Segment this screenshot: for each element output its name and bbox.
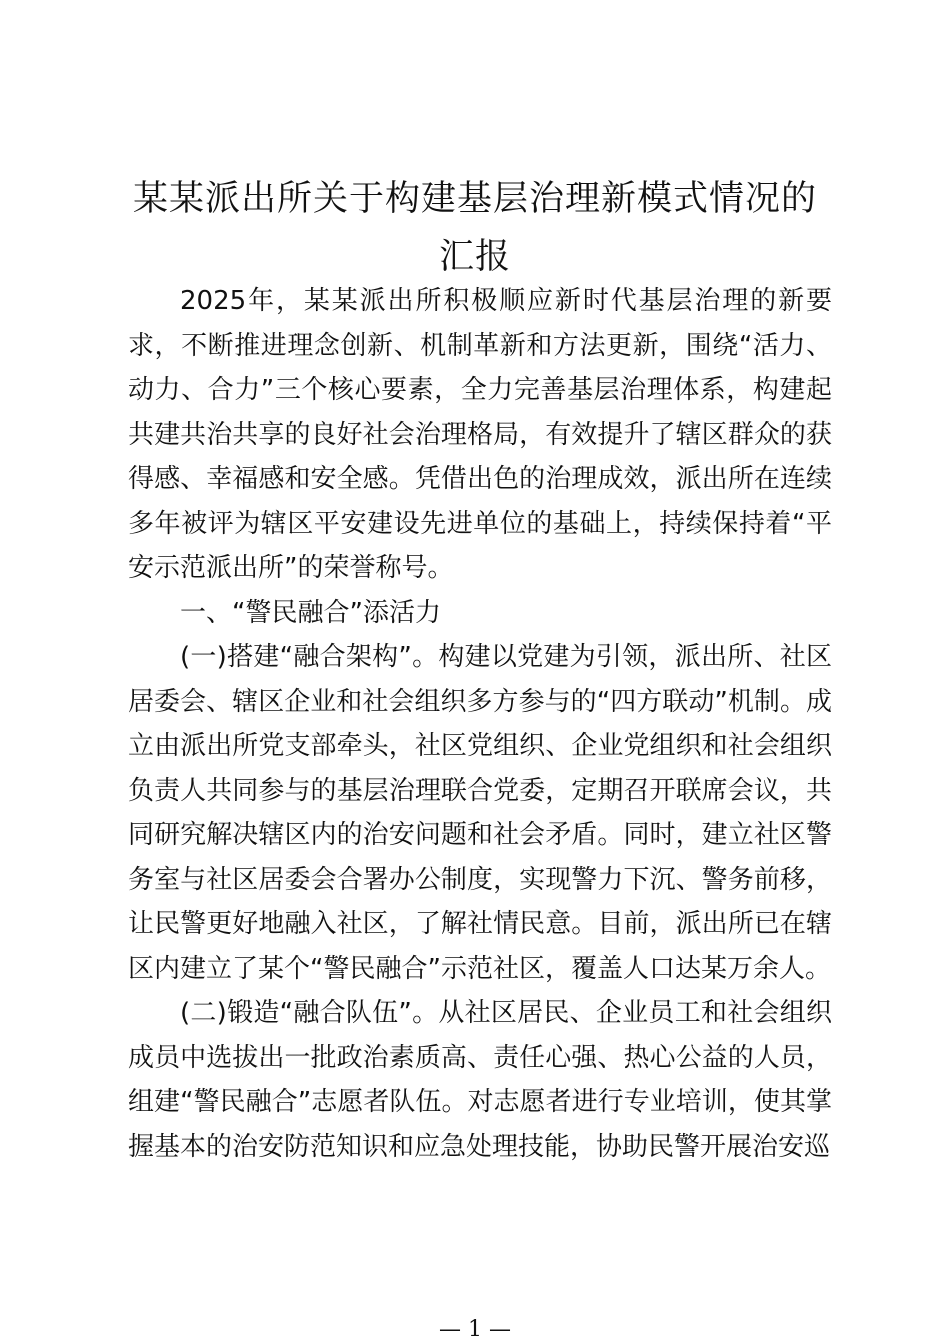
item-one-paragraph: (一)搭建“融合架构”。构建以党建为引领，派出所、社区居委会、辖区企业和社会组织多方参与的“四方联动”机制。成立由派出所党支部牵头，社区党组织、企业党组织和社会组织负责人共同参与的基层治理联合党委，定期召开联席会议，共同研究解决辖区内的治安问题和社会矛盾。同时，建立社区警务室与社区居委会合署办公制度，实现警力下沉、警务前移，让民警更好地融入社区，了解社情民意。目前，派出所已在辖区内建立了某个“警民融合”示范社区，覆盖人口达某万余人。	[128, 642, 832, 984]
section-heading: 一、“警民融合”添活力	[180, 597, 441, 628]
page-number: — 1 —	[439, 1317, 511, 1342]
item-two-paragraph: (二)锻造“融合队伍”。从社区居民、企业员工和社会组织成员中选拔出一批政治素质高、责任心强、热心公益的人员，组建“警民融合”志愿者队伍。对志愿者进行专业培训，使其掌握基本的治安防范知识和应急处理技能，协助民警开展治安巡	[128, 998, 832, 1162]
intro-paragraph: 2025年，某某派出所积极顺应新时代基层治理的新要求，不断推进理念创新、机制革新和方法更新，围绕“活力、动力、合力”三个核心要素，全力完善基层治理体系，构建起共建共治共享的良好社会治理格局，有效提升了辖区群众的获得感、幸福感和安全感。凭借出色的治理成效，派出所在连续多年被评为辖区平安建设先进单位的基础上，持续保持着“平安示范派出所”的荣誉称号。	[128, 286, 832, 583]
document-title: 某某派出所关于构建基层治理新模式情况的汇报	[132, 179, 817, 277]
document-body	[128, 279, 832, 1169]
